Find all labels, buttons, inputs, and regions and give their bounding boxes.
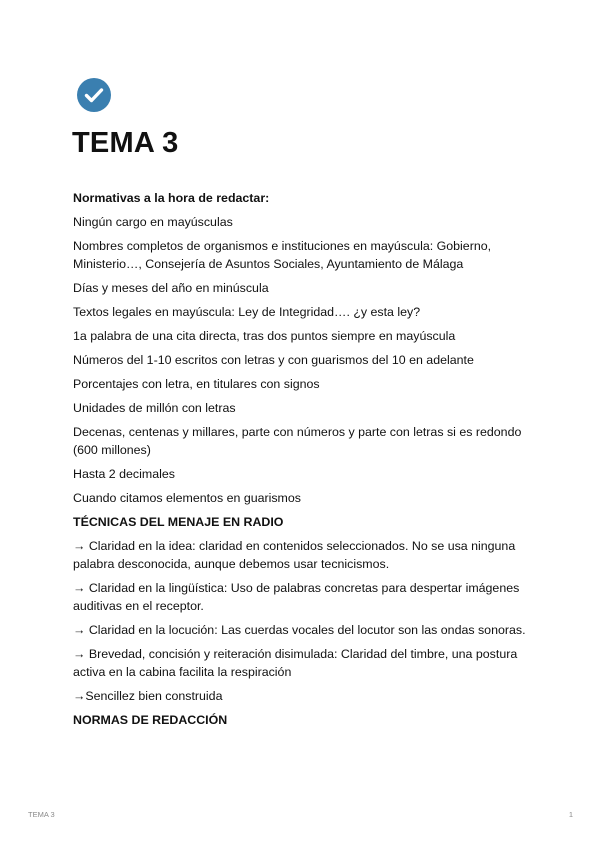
section-heading: TÉCNICAS DEL MENAJE EN RADIO	[73, 515, 284, 529]
paragraph: Hasta 2 decimales	[73, 467, 175, 481]
paragraph: Nombres completos de organismos e instituciones en mayúscula: Gobierno, Ministerio…, Consejería de Asuntos Sociales, Ayuntamiento de Málaga	[73, 239, 492, 271]
paragraph: 1a palabra de una cita directa, tras dos puntos siempre en mayúscula	[73, 329, 456, 343]
paragraph: Decenas, centenas y millares, parte con números y parte con letras si es redondo (600 millones)	[73, 425, 522, 457]
paragraph: → Claridad en la lingüística: Uso de palabras concretas para despertar imágenes auditivas en el receptor.	[73, 581, 520, 613]
check-circle-icon	[77, 78, 111, 112]
paragraph: → Claridad en la locución: Las cuerdas vocales del locutor son las ondas sonoras.	[73, 623, 526, 637]
paragraph: Cuando citamos elementos en guarismos	[73, 491, 301, 505]
paragraph: →Sencillez bien construida	[73, 689, 223, 703]
paragraph: Unidades de millón con letras	[73, 401, 236, 415]
paragraph: Días y meses del año en minúscula	[73, 281, 269, 295]
paragraph: Números del 1-10 escritos con letras y con guarismos del 10 en adelante	[73, 353, 474, 367]
paragraph: Textos legales en mayúscula: Ley de Integridad…. ¿y esta ley?	[73, 305, 421, 319]
paragraph: → Claridad en la idea: claridad en contenidos seleccionados. No se usa ninguna palabra desconocida, aunque debemos usar tecnicismos.	[73, 539, 516, 571]
section-heading: Normativas a la hora de redactar:	[73, 191, 270, 205]
section-heading: NORMAS DE REDACCIÓN	[73, 713, 228, 727]
footer-title: TEMA 3	[28, 810, 55, 819]
paragraph: Ningún cargo en mayúsculas	[73, 215, 233, 229]
paragraph: Porcentajes con letra, en titulares con signos	[73, 377, 320, 391]
page-number: 1	[568, 810, 573, 819]
paragraph: → Brevedad, concisión y reiteración disimulada: Claridad del timbre, una postura activa en la cabina facilita la respiración	[73, 647, 518, 679]
page-title: TEMA 3	[72, 127, 179, 159]
document-body	[73, 189, 543, 735]
